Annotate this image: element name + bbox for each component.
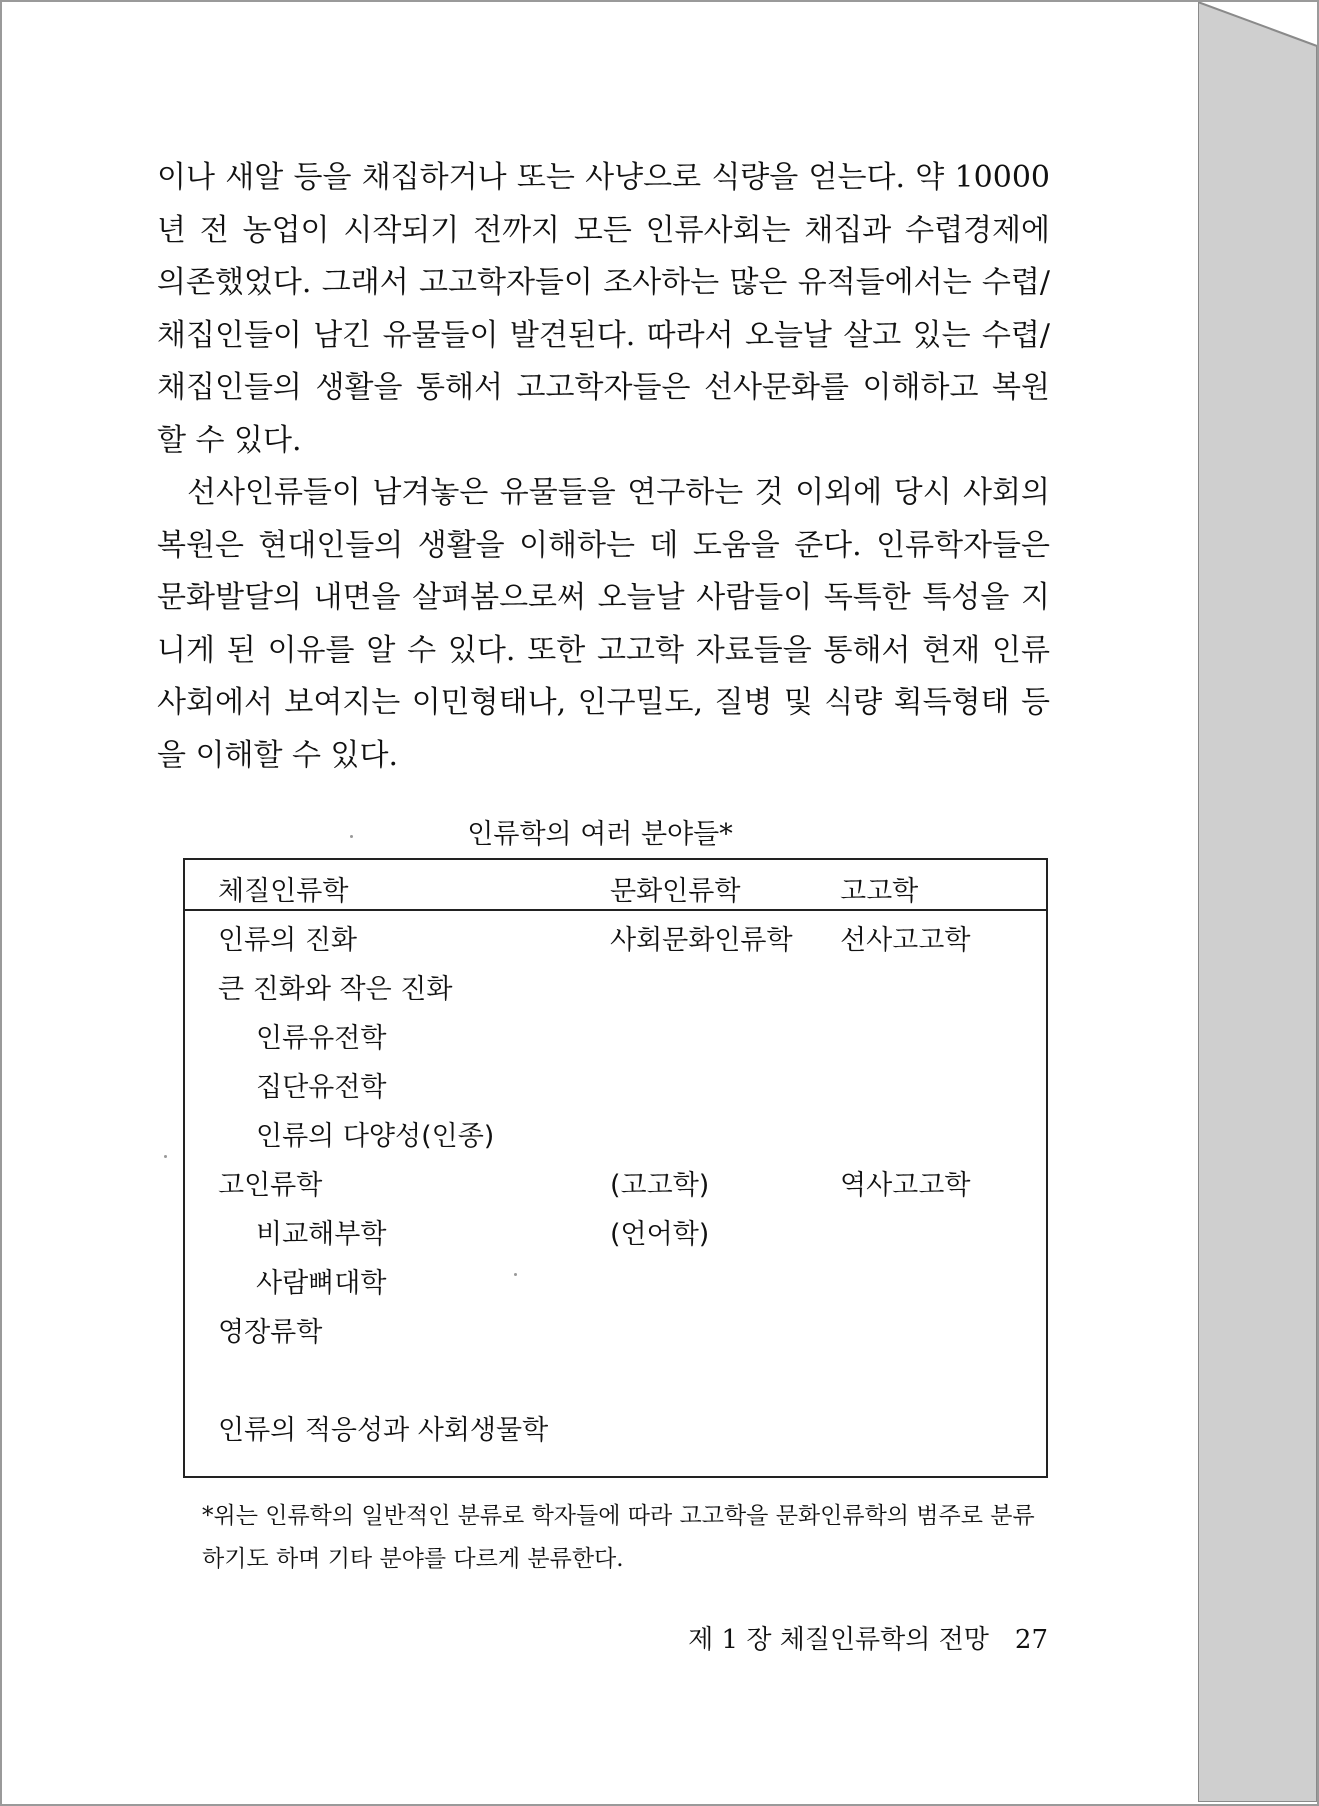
book-page xyxy=(2,2,1198,1802)
table-cell: 집단유전학 xyxy=(256,1072,387,1103)
fields-table xyxy=(183,858,1048,1478)
table-header-cultural: 문화인류학 xyxy=(610,876,741,907)
page-number: 27 xyxy=(1014,1625,1048,1655)
table-cell: (언어학) xyxy=(610,1219,710,1250)
chapter-title: 제 1 장 체질인류학의 전망 xyxy=(688,1625,989,1655)
scan-speck xyxy=(514,1273,517,1276)
table-cell: (고고학) xyxy=(610,1170,710,1201)
body-paragraph-2-text: 선사인류들이 남겨놓은 유물들을 연구하는 것 이외에 당시 사회의 복원은 현대인들의 생활을 이해하는 데 도움을 준다. 인류학자들은 문화발달의 내면을 살펴봄으로써 오늘날 사람들이 독특한 특성을 지니게 된 이유를 알 수 있다. 또한 고고학 자료들을 통해서 현재 인류사회에서 보여지는 이민형태나, 인구밀도, 질병 및 식량 획득형태 등을 이해할 수 있다. xyxy=(157,475,1050,773)
table-cell: 비교해부학 xyxy=(256,1219,387,1250)
table-cell: 사람뼈대학 xyxy=(256,1268,387,1299)
table-cell: 인류의 적응성과 사회생물학 xyxy=(218,1415,549,1446)
table-cell: 인류의 다양성(인종) xyxy=(256,1121,495,1152)
book-spine-edge xyxy=(1198,2,1317,1802)
table-cell: 인류유전학 xyxy=(256,1023,387,1054)
table-cell: 사회문화인류학 xyxy=(610,925,793,956)
table-cell: 고인류학 xyxy=(218,1170,323,1201)
table-header-divider xyxy=(185,909,1046,911)
table-cell: 영장류학 xyxy=(218,1317,323,1348)
table-cell: 선사고고학 xyxy=(840,925,971,956)
table-header-physical: 체질인류학 xyxy=(218,876,349,907)
table-cell: 인류의 진화 xyxy=(218,925,357,956)
page-footer xyxy=(688,1619,1048,1656)
table-footnote: *위는 인류학의 일반적인 분류로 학자들에 따라 고고학을 문화인류학의 범주로 분류하기도 하며 기타 분야를 다르게 분류한다. xyxy=(202,1503,1035,1572)
body-paragraph-2 xyxy=(157,467,1050,782)
table-header-archaeology: 고고학 xyxy=(840,876,919,907)
scan-speck xyxy=(350,835,353,838)
book-side-face xyxy=(1198,2,1317,1802)
table-cell: 큰 진화와 작은 진화 xyxy=(218,974,453,1005)
body-paragraph-1: 이나 새알 등을 채집하거나 또는 사냥으로 식량을 얻는다. 약 10000 년 전 농업이 시작되기 전까지 모든 인류사회는 채집과 수렵경제에 의존했었다. 그래서 고고학자들이 조사하는 많은 유적들에서는 수렵/채집인들이 남긴 유물들이 발견된다. 따라서 오늘날 살고 있는 수렵/채집인들의 생활을 통해서 고고학자들은 선사문화를 이해하고 복원할 수 있다. xyxy=(157,160,1050,458)
scan-speck xyxy=(164,1155,167,1158)
table-title: 인류학의 여러 분야들* xyxy=(467,819,733,850)
table-cell: 역사고고학 xyxy=(840,1170,971,1201)
